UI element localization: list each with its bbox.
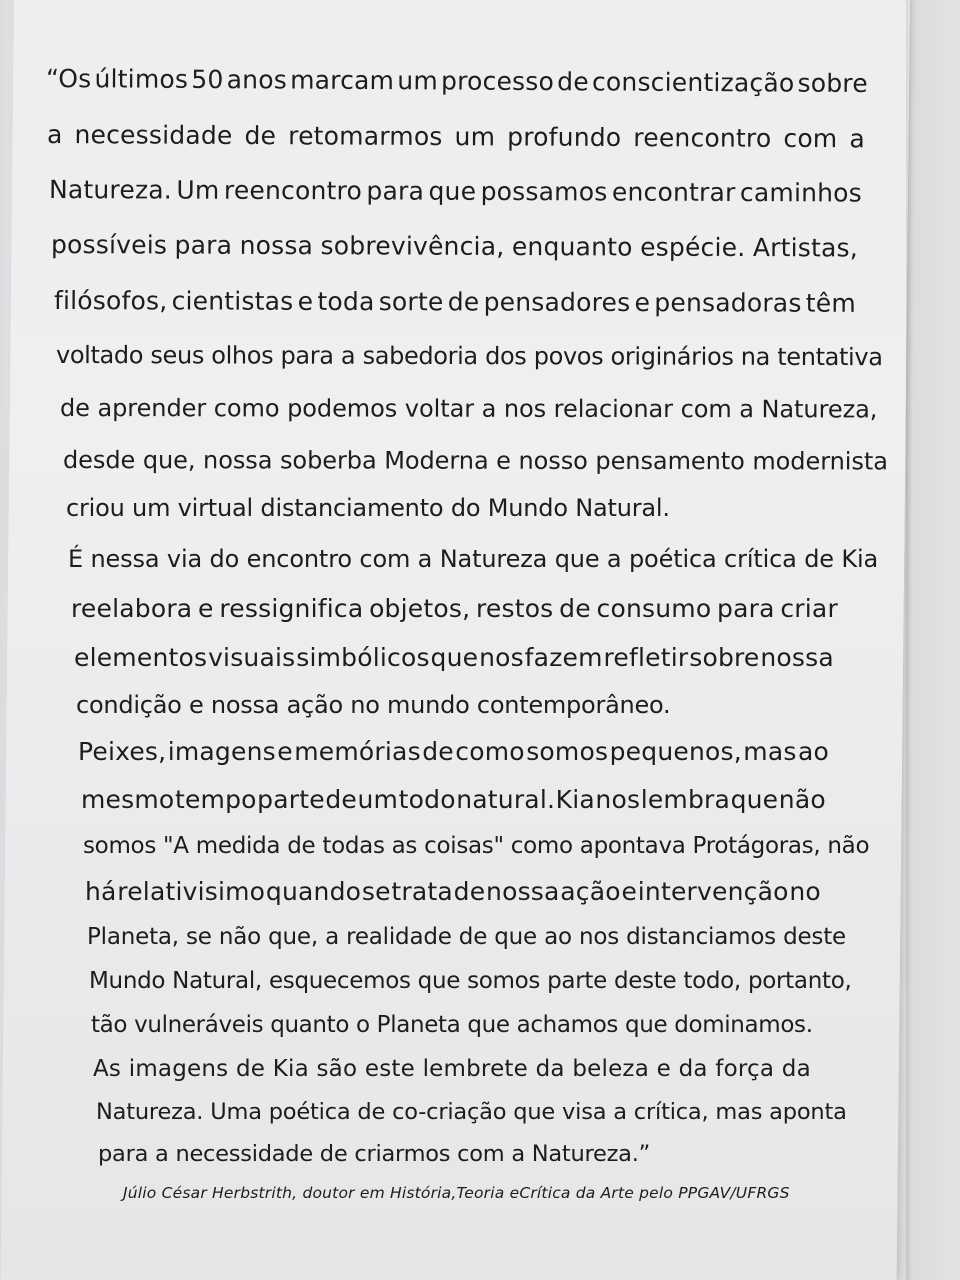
quote-word: reencontro	[223, 175, 363, 206]
quote-word: enquanto	[511, 232, 633, 262]
quote-word: possíveis	[50, 230, 168, 260]
quote-word: reencontro	[633, 123, 772, 153]
quote-word: nos	[595, 785, 641, 814]
quote-word: intervenção	[637, 877, 789, 906]
quote-word: como	[455, 737, 525, 766]
quote-word: e	[297, 286, 314, 316]
quote-word: espécie.	[640, 232, 746, 263]
quote-line: É nessa via do encontro com a Natureza que a poética crítica de Kia	[68, 545, 879, 573]
quote-word: refletir	[603, 643, 689, 672]
quote-word: retomarmos	[288, 121, 443, 152]
quote-word: 50	[191, 64, 224, 95]
quote-word: nossa	[239, 230, 314, 261]
quote-word: sorte	[378, 287, 444, 317]
quote-word: para	[717, 594, 775, 623]
quote-word: encontrar	[611, 177, 736, 207]
quote-word: lembrete	[422, 1056, 528, 1082]
quote-line: Mundo Natural, esquecemos que somos parte deste todo, portanto,	[89, 968, 852, 994]
quote-line: para a necessidade de criarmos com a Natureza.”	[98, 1141, 651, 1167]
quote-word: têm	[805, 288, 856, 318]
quote-line: Planeta, se não que, a realidade de que ao nos distanciamos deste	[87, 924, 846, 950]
quote-word: são	[316, 1056, 358, 1082]
quote-word: que	[730, 785, 779, 814]
quote-line	[71, 594, 838, 624]
quote-word: e	[621, 877, 638, 906]
quote-word: nossa	[760, 643, 834, 672]
author-signature: Júlio César Herbstrith, doutor em História,Teoria eCrítica da Arte pelo PPGAV/UFRGS	[123, 1184, 790, 1202]
quote-word: processo	[441, 66, 555, 97]
quote-line	[81, 785, 826, 815]
quote-line: tão vulneráveis quanto o Planeta que achamos que dominamos.	[91, 1012, 813, 1038]
quote-word: há	[85, 877, 117, 906]
quote-word: que	[428, 176, 477, 206]
quote-word: Natureza.	[48, 175, 173, 205]
quote-word: elementos	[74, 643, 208, 672]
quote-word: um	[454, 122, 496, 152]
quote-word: caminhos	[739, 178, 863, 208]
quote-word: beleza	[572, 1056, 649, 1082]
quote-word: memórias	[294, 737, 421, 766]
quote-word: e	[634, 288, 651, 318]
quote-word: para	[366, 176, 425, 206]
quote-word: mas	[743, 737, 797, 766]
quote-word: não	[778, 785, 826, 814]
quote-word: toda	[317, 286, 375, 317]
quote-word: da	[535, 1056, 565, 1082]
quote-word: Um	[176, 175, 220, 205]
quote-word: parte	[257, 785, 325, 814]
quote-word: natural.	[456, 785, 556, 814]
quote-word: necessidade	[74, 120, 233, 150]
quote-word: pensadores	[483, 287, 631, 318]
quote-word: trata	[391, 877, 453, 906]
quote-line	[51, 230, 858, 264]
quote-word: de	[559, 594, 591, 623]
quote-word: imagens	[128, 1056, 229, 1082]
quote-word: quando	[265, 877, 362, 906]
quote-word: para	[174, 230, 233, 260]
quote-word: Kia	[272, 1056, 309, 1082]
quote-word: últimos	[94, 64, 189, 94]
quote-line: criou um virtual distanciamento do Mundo Natural.	[66, 494, 670, 522]
quote-word: e	[198, 594, 214, 623]
quote-word: lembra	[640, 785, 731, 814]
quote-word: relativisimo	[117, 877, 266, 906]
quote-word: ação	[560, 877, 621, 906]
quote-word: se	[361, 877, 391, 906]
quote-word: a	[849, 124, 866, 154]
quote-word: consumo	[596, 594, 712, 623]
quote-line: de aprender como podemos voltar a nos relacionar com a Natureza,	[59, 394, 878, 424]
quote-line: voltado seus olhos para a sabedoria dos povos originários na tentativa	[55, 341, 883, 372]
quote-word: filósofos,	[53, 286, 168, 316]
quote-word: objetos,	[369, 594, 471, 623]
quote-word: criar	[780, 594, 838, 623]
quote-word: da	[678, 1056, 708, 1082]
quote-word: simbólicos	[296, 643, 430, 672]
quote-line	[74, 643, 834, 673]
quote-word: de	[453, 877, 486, 906]
quote-word: cientistas	[171, 286, 294, 316]
quote-word: pensadoras	[654, 288, 802, 318]
quote-word: de	[244, 121, 277, 151]
quote-word: reelabora	[71, 594, 193, 623]
quote-word: no	[789, 877, 821, 906]
quote-word: possamos	[480, 176, 608, 207]
quote-word: e	[656, 1056, 671, 1082]
quote-line: Natureza. Uma poética de co-criação que visa a crítica, mas aponta	[96, 1099, 847, 1125]
quote-word: profundo	[507, 122, 622, 153]
quote-word: tempo	[174, 785, 257, 814]
quote-word: nossa	[486, 877, 560, 906]
quote-word: da	[781, 1056, 811, 1082]
quote-word: Peixes,	[78, 737, 167, 766]
quote-word: visuais	[208, 643, 296, 672]
quote-word: um	[357, 785, 399, 814]
quote-word: este	[364, 1056, 415, 1082]
quote-line	[93, 1054, 811, 1084]
quote-line	[49, 175, 862, 209]
quote-word: de	[235, 1056, 266, 1082]
quote-word: conscientização	[591, 67, 795, 98]
quote-line	[78, 737, 829, 767]
quote-word: pequenos,	[609, 737, 742, 766]
quote-word: As	[93, 1056, 122, 1082]
quote-word: um	[397, 66, 439, 96]
quote-line: condição e nossa ação no mundo contemporâneo.	[76, 691, 671, 719]
quote-word: de	[557, 67, 589, 97]
quote-word: somos	[526, 737, 609, 766]
quote-word: a	[46, 120, 63, 150]
quote-line: somos "A medida de todas as coisas" como apontava Protágoras, não	[83, 833, 870, 859]
quote-line	[85, 877, 821, 907]
quote-word: restos	[475, 594, 554, 623]
quote-word: mesmo	[81, 785, 175, 814]
quote-word: ao	[797, 737, 829, 766]
quote-word: Artistas,	[752, 233, 858, 263]
quote-word: força	[715, 1056, 775, 1082]
quote-line: desde que, nossa soberba Moderna e nosso pensamento modernista	[62, 446, 888, 476]
quote-word: Kia	[555, 785, 595, 814]
quote-word: imagens	[167, 737, 276, 766]
quote-line	[46, 64, 868, 99]
quote-word: e	[277, 737, 293, 766]
quote-word: sobrevivência,	[320, 231, 505, 261]
quote-word: com	[783, 123, 838, 154]
quote-word: fazem	[524, 643, 603, 672]
quote-word: de	[422, 737, 454, 766]
quote-word: marcam	[290, 65, 395, 96]
quote-word: sobre	[689, 643, 760, 672]
quote-word: de	[447, 287, 480, 317]
quote-word: ressignifica	[219, 594, 364, 623]
quote-word: de	[325, 785, 357, 814]
quote-word: sobre	[797, 68, 868, 99]
quote-word: nos	[479, 643, 524, 672]
quote-line	[54, 286, 856, 319]
quote-word: anos	[226, 65, 288, 95]
quote-word: que	[430, 643, 479, 672]
quote-word: “Os	[45, 64, 92, 94]
quote-line	[47, 120, 865, 154]
quote-word: todo	[398, 785, 456, 814]
